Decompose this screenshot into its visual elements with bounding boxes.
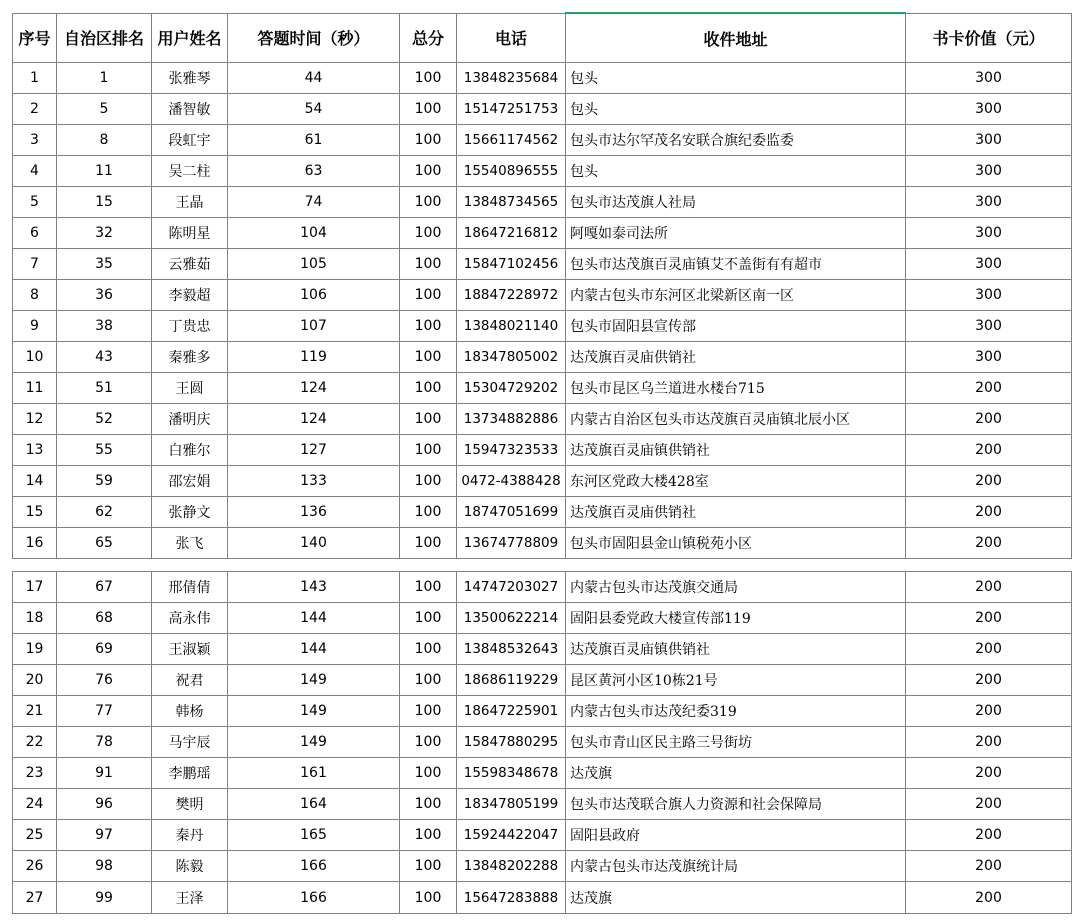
- prize-table: [12, 12, 1072, 914]
- cell-rank[interactable]: 68: [57, 603, 152, 634]
- table-row: [13, 665, 1072, 696]
- cell-rank[interactable]: 36: [57, 280, 152, 311]
- cell-address[interactable]: 包头市昆区乌兰道进水楼台715: [566, 373, 906, 404]
- cell-value[interactable]: 300: [906, 311, 1072, 342]
- cell-rank[interactable]: 97: [57, 820, 152, 851]
- cell-seq[interactable]: 26: [13, 851, 57, 882]
- table-row: [13, 882, 1072, 914]
- cell-name[interactable]: 王晶: [152, 187, 228, 218]
- cell-score[interactable]: 100: [400, 758, 457, 789]
- cell-address[interactable]: 包头市达茂联合旗人力资源和社会保障局: [566, 789, 906, 820]
- cell-score[interactable]: 100: [400, 497, 457, 528]
- cell-address[interactable]: 阿嘎如泰司法所: [566, 218, 906, 249]
- cell-phone[interactable]: 18747051699: [457, 497, 566, 528]
- cell-address[interactable]: 内蒙古包头市达茂纪委319: [566, 696, 906, 727]
- table-row: [13, 727, 1072, 758]
- cell-phone[interactable]: 15540896555: [457, 156, 566, 187]
- cell-value[interactable]: 300: [906, 94, 1072, 125]
- cell-value[interactable]: 300: [906, 342, 1072, 373]
- cell-score[interactable]: 100: [400, 342, 457, 373]
- cell-score[interactable]: 100: [400, 373, 457, 404]
- cell-time[interactable]: 63: [228, 156, 400, 187]
- header-phone[interactable]: 电话: [457, 13, 566, 63]
- table-row: [13, 311, 1072, 342]
- cell-phone[interactable]: 13848021140: [457, 311, 566, 342]
- cell-name[interactable]: 潘智敏: [152, 94, 228, 125]
- cell-time[interactable]: 54: [228, 94, 400, 125]
- table-row: [13, 851, 1072, 882]
- table-row: [13, 125, 1072, 156]
- cell-time[interactable]: 105: [228, 249, 400, 280]
- cell-name[interactable]: 丁贵忠: [152, 311, 228, 342]
- cell-name[interactable]: 李毅超: [152, 280, 228, 311]
- table-row: [13, 404, 1072, 435]
- cell-phone[interactable]: 15847102456: [457, 249, 566, 280]
- cell-phone[interactable]: 15147251753: [457, 94, 566, 125]
- table-row: [13, 528, 1072, 559]
- cell-name[interactable]: 邢倩倩: [152, 572, 228, 603]
- cell-rank[interactable]: 38: [57, 311, 152, 342]
- header-rank[interactable]: 自治区排名: [57, 13, 152, 63]
- cell-rank[interactable]: 8: [57, 125, 152, 156]
- cell-seq[interactable]: 3: [13, 125, 57, 156]
- cell-time[interactable]: 143: [228, 572, 400, 603]
- cell-value[interactable]: 300: [906, 218, 1072, 249]
- cell-score[interactable]: 100: [400, 187, 457, 218]
- cell-address[interactable]: 达茂旗: [566, 882, 906, 914]
- cell-address[interactable]: 达茂旗百灵庙镇供销社: [566, 634, 906, 665]
- cell-phone[interactable]: 15847880295: [457, 727, 566, 758]
- cell-time[interactable]: 149: [228, 665, 400, 696]
- cell-phone[interactable]: 15598348678: [457, 758, 566, 789]
- header-address[interactable]: 收件地址: [566, 13, 906, 63]
- cell-phone[interactable]: 15924422047: [457, 820, 566, 851]
- header-time[interactable]: 答题时间（秒）: [228, 13, 400, 63]
- cell-rank[interactable]: 59: [57, 466, 152, 497]
- cell-address[interactable]: 包头: [566, 156, 906, 187]
- cell-name[interactable]: 白雅尔: [152, 435, 228, 466]
- header-row: [13, 13, 1072, 63]
- cell-name[interactable]: 李鹏瑶: [152, 758, 228, 789]
- cell-score[interactable]: 100: [400, 466, 457, 497]
- cell-score[interactable]: 100: [400, 603, 457, 634]
- cell-address[interactable]: 东河区党政大楼428室: [566, 466, 906, 497]
- cell-rank[interactable]: 96: [57, 789, 152, 820]
- cell-rank[interactable]: 67: [57, 572, 152, 603]
- table-row: [13, 249, 1072, 280]
- cell-name[interactable]: 潘明庆: [152, 404, 228, 435]
- cell-seq[interactable]: 22: [13, 727, 57, 758]
- cell-name[interactable]: 邵宏娟: [152, 466, 228, 497]
- cell-address[interactable]: 包头市青山区民主路三号街坊: [566, 727, 906, 758]
- cell-seq[interactable]: 8: [13, 280, 57, 311]
- cell-value[interactable]: 300: [906, 280, 1072, 311]
- cell-phone[interactable]: 13848202288: [457, 851, 566, 882]
- cell-value[interactable]: 200: [906, 572, 1072, 603]
- table-row: [13, 435, 1072, 466]
- cell-time[interactable]: 106: [228, 280, 400, 311]
- cell-phone[interactable]: 15304729202: [457, 373, 566, 404]
- header-value[interactable]: 书卡价值（元）: [906, 13, 1072, 63]
- header-name[interactable]: 用户姓名: [152, 13, 228, 63]
- cell-phone[interactable]: 18686119229: [457, 665, 566, 696]
- cell-name[interactable]: 马宇辰: [152, 727, 228, 758]
- cell-name[interactable]: 张飞: [152, 528, 228, 559]
- cell-score[interactable]: 100: [400, 789, 457, 820]
- cell-rank[interactable]: 5: [57, 94, 152, 125]
- header-seq[interactable]: 序号: [13, 13, 57, 63]
- cell-rank[interactable]: 15: [57, 187, 152, 218]
- cell-rank[interactable]: 35: [57, 249, 152, 280]
- cell-value[interactable]: 200: [906, 603, 1072, 634]
- cell-name[interactable]: 王淑颖: [152, 634, 228, 665]
- cell-seq[interactable]: 13: [13, 435, 57, 466]
- cell-score[interactable]: 100: [400, 94, 457, 125]
- cell-address[interactable]: 昆区黄河小区10栋21号: [566, 665, 906, 696]
- cell-address[interactable]: 包头市达尔罕茂名安联合旗纪委监委: [566, 125, 906, 156]
- cell-time[interactable]: 124: [228, 404, 400, 435]
- cell-rank[interactable]: 69: [57, 634, 152, 665]
- cell-name[interactable]: 韩杨: [152, 696, 228, 727]
- table-row: [13, 572, 1072, 603]
- cell-seq[interactable]: 21: [13, 696, 57, 727]
- spreadsheet: [12, 12, 1071, 914]
- cell-phone[interactable]: 18647225901: [457, 696, 566, 727]
- cell-address[interactable]: 内蒙古自治区包头市达茂旗百灵庙镇北辰小区: [566, 404, 906, 435]
- cell-value[interactable]: 200: [906, 373, 1072, 404]
- cell-address[interactable]: 固阳县政府: [566, 820, 906, 851]
- cell-address[interactable]: 内蒙古包头市达茂旗交通局: [566, 572, 906, 603]
- cell-score[interactable]: 100: [400, 404, 457, 435]
- cell-value[interactable]: 200: [906, 466, 1072, 497]
- cell-address[interactable]: 达茂旗百灵庙供销社: [566, 342, 906, 373]
- cell-value[interactable]: 300: [906, 187, 1072, 218]
- cell-name[interactable]: 高永伟: [152, 603, 228, 634]
- cell-value[interactable]: 200: [906, 758, 1072, 789]
- cell-score[interactable]: 100: [400, 665, 457, 696]
- cell-phone[interactable]: 18647216812: [457, 218, 566, 249]
- table-row: [13, 94, 1072, 125]
- cell-time[interactable]: 166: [228, 851, 400, 882]
- cell-rank[interactable]: 52: [57, 404, 152, 435]
- cell-phone[interactable]: 14747203027: [457, 572, 566, 603]
- cell-value[interactable]: 300: [906, 156, 1072, 187]
- cell-seq[interactable]: 27: [13, 882, 57, 914]
- cell-seq[interactable]: 1: [13, 63, 57, 94]
- gap-cell: [13, 559, 1072, 572]
- cell-seq[interactable]: 4: [13, 156, 57, 187]
- cell-seq[interactable]: 6: [13, 218, 57, 249]
- cell-seq[interactable]: 20: [13, 665, 57, 696]
- cell-name[interactable]: 秦雅多: [152, 342, 228, 373]
- cell-address[interactable]: 达茂旗: [566, 758, 906, 789]
- cell-phone[interactable]: 13848532643: [457, 634, 566, 665]
- cell-value[interactable]: 200: [906, 497, 1072, 528]
- cell-name[interactable]: 张雅琴: [152, 63, 228, 94]
- header-score[interactable]: 总分: [400, 13, 457, 63]
- cell-name[interactable]: 吴二柱: [152, 156, 228, 187]
- cell-rank[interactable]: 62: [57, 497, 152, 528]
- cell-rank[interactable]: 78: [57, 727, 152, 758]
- cell-value[interactable]: 300: [906, 125, 1072, 156]
- cell-address[interactable]: 内蒙古包头市东河区北梁新区南一区: [566, 280, 906, 311]
- cell-seq[interactable]: 10: [13, 342, 57, 373]
- cell-score[interactable]: 100: [400, 280, 457, 311]
- cell-seq[interactable]: 25: [13, 820, 57, 851]
- cell-phone[interactable]: 18347805002: [457, 342, 566, 373]
- cell-phone[interactable]: 15947323533: [457, 435, 566, 466]
- cell-time[interactable]: 74: [228, 187, 400, 218]
- cell-score[interactable]: 100: [400, 249, 457, 280]
- cell-name[interactable]: 樊明: [152, 789, 228, 820]
- cell-name[interactable]: 陈毅: [152, 851, 228, 882]
- cell-value[interactable]: 200: [906, 789, 1072, 820]
- table-row: [13, 156, 1072, 187]
- cell-value[interactable]: 200: [906, 851, 1072, 882]
- cell-rank[interactable]: 98: [57, 851, 152, 882]
- cell-address[interactable]: 包头: [566, 63, 906, 94]
- table-row: [13, 820, 1072, 851]
- cell-score[interactable]: 100: [400, 696, 457, 727]
- cell-address[interactable]: 包头: [566, 94, 906, 125]
- cell-time[interactable]: 149: [228, 727, 400, 758]
- cell-address[interactable]: 达茂旗百灵庙供销社: [566, 497, 906, 528]
- table-row: [13, 497, 1072, 528]
- cell-time[interactable]: 61: [228, 125, 400, 156]
- cell-phone[interactable]: 15647283888: [457, 882, 566, 914]
- cell-value[interactable]: 300: [906, 63, 1072, 94]
- cell-value[interactable]: 200: [906, 634, 1072, 665]
- cell-rank[interactable]: 91: [57, 758, 152, 789]
- cell-time[interactable]: 136: [228, 497, 400, 528]
- cell-value[interactable]: 200: [906, 882, 1072, 914]
- cell-score[interactable]: 100: [400, 528, 457, 559]
- cell-phone[interactable]: 13674778809: [457, 528, 566, 559]
- cell-name[interactable]: 秦丹: [152, 820, 228, 851]
- cell-value[interactable]: 200: [906, 528, 1072, 559]
- cell-time[interactable]: 104: [228, 218, 400, 249]
- table-row: [13, 280, 1072, 311]
- table-row: [13, 696, 1072, 727]
- cell-seq[interactable]: 15: [13, 497, 57, 528]
- cell-seq[interactable]: 24: [13, 789, 57, 820]
- cell-score[interactable]: 100: [400, 851, 457, 882]
- page-break-gap: [13, 559, 1072, 572]
- cell-name[interactable]: 段虹宇: [152, 125, 228, 156]
- cell-phone[interactable]: 13848734565: [457, 187, 566, 218]
- cell-value[interactable]: 200: [906, 696, 1072, 727]
- table-row: [13, 63, 1072, 94]
- cell-name[interactable]: 王圆: [152, 373, 228, 404]
- cell-address[interactable]: 包头市达茂旗人社局: [566, 187, 906, 218]
- cell-time[interactable]: 133: [228, 466, 400, 497]
- cell-value[interactable]: 200: [906, 727, 1072, 758]
- cell-time[interactable]: 140: [228, 528, 400, 559]
- cell-time[interactable]: 164: [228, 789, 400, 820]
- cell-seq[interactable]: 14: [13, 466, 57, 497]
- table-body: [13, 63, 1072, 914]
- cell-address[interactable]: 包头市固阳县宣传部: [566, 311, 906, 342]
- cell-score[interactable]: 100: [400, 820, 457, 851]
- table-row: [13, 187, 1072, 218]
- cell-seq[interactable]: 2: [13, 94, 57, 125]
- cell-value[interactable]: 300: [906, 249, 1072, 280]
- cell-rank[interactable]: 51: [57, 373, 152, 404]
- cell-seq[interactable]: 17: [13, 572, 57, 603]
- cell-score[interactable]: 100: [400, 125, 457, 156]
- cell-rank[interactable]: 65: [57, 528, 152, 559]
- cell-address[interactable]: 固阳县委党政大楼宣传部119: [566, 603, 906, 634]
- cell-value[interactable]: 200: [906, 435, 1072, 466]
- cell-value[interactable]: 200: [906, 665, 1072, 696]
- table-row: [13, 466, 1072, 497]
- cell-rank[interactable]: 1: [57, 63, 152, 94]
- table-row: [13, 218, 1072, 249]
- cell-time[interactable]: 119: [228, 342, 400, 373]
- cell-name[interactable]: 王泽: [152, 882, 228, 914]
- cell-time[interactable]: 107: [228, 311, 400, 342]
- table-row: [13, 603, 1072, 634]
- cell-time[interactable]: 44: [228, 63, 400, 94]
- cell-phone[interactable]: 13500622214: [457, 603, 566, 634]
- cell-seq[interactable]: 5: [13, 187, 57, 218]
- cell-address[interactable]: 包头市固阳县金山镇税苑小区: [566, 528, 906, 559]
- cell-rank[interactable]: 11: [57, 156, 152, 187]
- cell-seq[interactable]: 9: [13, 311, 57, 342]
- cell-score[interactable]: 100: [400, 882, 457, 914]
- cell-score[interactable]: 100: [400, 435, 457, 466]
- cell-time[interactable]: 161: [228, 758, 400, 789]
- cell-phone[interactable]: 18347805199: [457, 789, 566, 820]
- cell-phone[interactable]: 13848235684: [457, 63, 566, 94]
- cell-seq[interactable]: 16: [13, 528, 57, 559]
- cell-name[interactable]: 陈明星: [152, 218, 228, 249]
- cell-seq[interactable]: 7: [13, 249, 57, 280]
- cell-seq[interactable]: 11: [13, 373, 57, 404]
- cell-name[interactable]: 云雅茹: [152, 249, 228, 280]
- cell-name[interactable]: 张静文: [152, 497, 228, 528]
- cell-score[interactable]: 100: [400, 156, 457, 187]
- cell-score[interactable]: 100: [400, 218, 457, 249]
- cell-phone[interactable]: 18847228972: [457, 280, 566, 311]
- cell-score[interactable]: 100: [400, 63, 457, 94]
- cell-rank[interactable]: 76: [57, 665, 152, 696]
- cell-time[interactable]: 149: [228, 696, 400, 727]
- table-row: [13, 789, 1072, 820]
- cell-phone[interactable]: 13734882886: [457, 404, 566, 435]
- table-row: [13, 342, 1072, 373]
- cell-address[interactable]: 达茂旗百灵庙镇供销社: [566, 435, 906, 466]
- cell-phone[interactable]: 0472-4388428: [457, 466, 566, 497]
- cell-rank[interactable]: 32: [57, 218, 152, 249]
- cell-time[interactable]: 144: [228, 634, 400, 665]
- cell-time[interactable]: 144: [228, 603, 400, 634]
- table-row: [13, 758, 1072, 789]
- cell-value[interactable]: 200: [906, 820, 1072, 851]
- table-row: [13, 373, 1072, 404]
- cell-rank[interactable]: 99: [57, 882, 152, 914]
- cell-time[interactable]: 165: [228, 820, 400, 851]
- cell-rank[interactable]: 43: [57, 342, 152, 373]
- cell-seq[interactable]: 23: [13, 758, 57, 789]
- cell-time[interactable]: 166: [228, 882, 400, 914]
- cell-address[interactable]: 包头市达茂旗百灵庙镇艾不盖街有有超市: [566, 249, 906, 280]
- cell-phone[interactable]: 15661174562: [457, 125, 566, 156]
- cell-value[interactable]: 200: [906, 404, 1072, 435]
- cell-score[interactable]: 100: [400, 634, 457, 665]
- cell-time[interactable]: 127: [228, 435, 400, 466]
- cell-address[interactable]: 内蒙古包头市达茂旗统计局: [566, 851, 906, 882]
- cell-score[interactable]: 100: [400, 727, 457, 758]
- cell-seq[interactable]: 18: [13, 603, 57, 634]
- table-row: [13, 634, 1072, 665]
- cell-rank[interactable]: 77: [57, 696, 152, 727]
- cell-name[interactable]: 祝君: [152, 665, 228, 696]
- cell-score[interactable]: 100: [400, 311, 457, 342]
- cell-time[interactable]: 124: [228, 373, 400, 404]
- cell-rank[interactable]: 55: [57, 435, 152, 466]
- cell-seq[interactable]: 12: [13, 404, 57, 435]
- cell-score[interactable]: 100: [400, 572, 457, 603]
- cell-seq[interactable]: 19: [13, 634, 57, 665]
